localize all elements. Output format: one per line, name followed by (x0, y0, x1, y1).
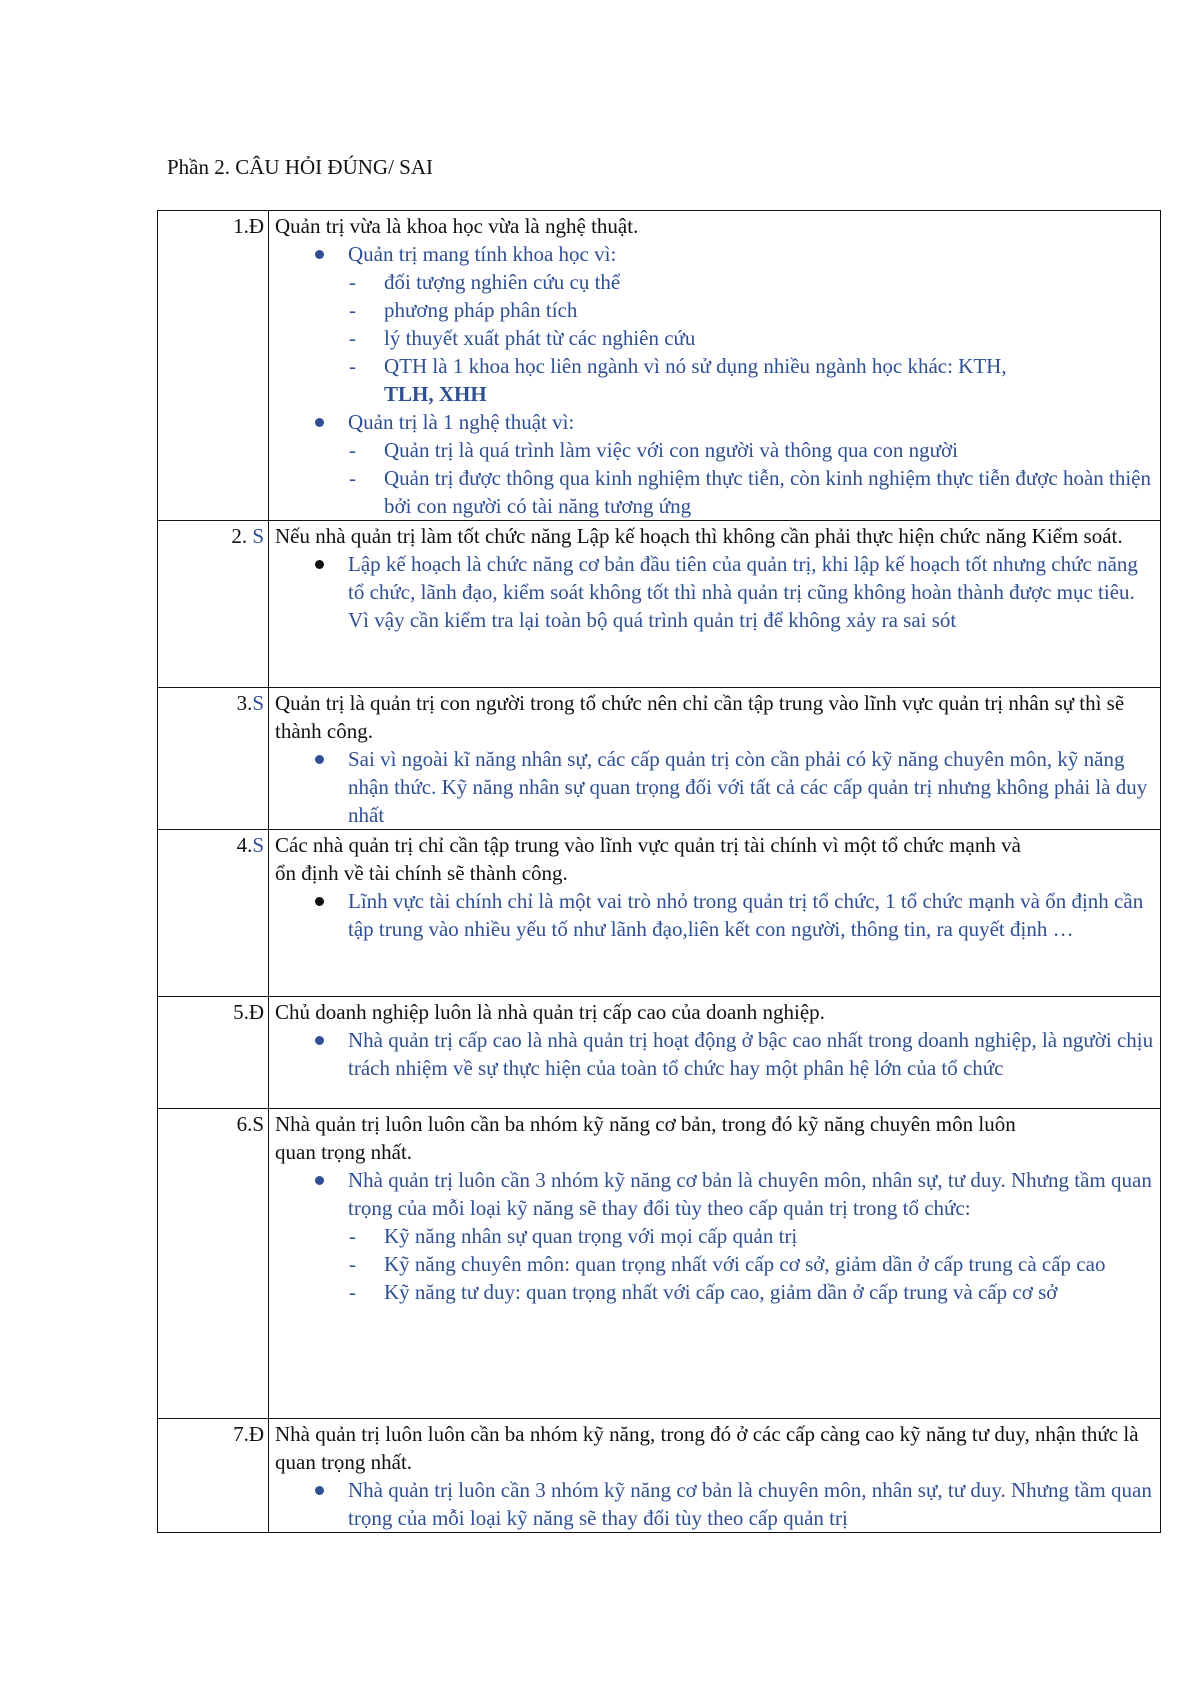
question-text: Chủ doanh nghiệp luôn là nhà quản trị cấp cao của doanh nghiệp. (275, 1000, 825, 1024)
dash-text: Quản trị được thông qua kinh nghiệm thực tiễn, còn kinh nghiệm thực tiễn được hoàn thiện bởi con người có tài năng tương ứng (384, 466, 1152, 518)
dash-text: QTH là 1 khoa học liên ngành vì nó sử dụng nhiều ngành học khác: KTH, (384, 354, 1007, 378)
bullet-icon (315, 897, 324, 906)
bullet-text: Nhà quản trị luôn cần 3 nhóm kỹ năng cơ bản là chuyên môn, nhân sự, tư duy. Nhưng tầm quan trọng của mỗi loại kỹ năng sẽ thay đổi tùy theo cấp quản trị trong tổ chức: (348, 1168, 1152, 1220)
list-item (275, 324, 1156, 352)
bullet-icon (315, 1486, 324, 1495)
list-item (275, 408, 1156, 436)
dash-text-bold: TLH, XHH (384, 382, 487, 406)
dash-icon: - (349, 466, 356, 490)
table-row (158, 211, 1161, 521)
question-cell (269, 521, 1161, 688)
bullet-text: Sai vì ngoài kĩ năng nhân sự, các cấp quản trị còn cần phải có kỹ năng chuyên môn, kỹ năng nhận thức. Kỹ năng nhân sự quan trọng đối với tất cả các cấp quản trị nhưng không phải là duy nhất (348, 747, 1148, 827)
table-row (158, 997, 1161, 1109)
table-row (158, 830, 1161, 997)
list-item (275, 1278, 1156, 1306)
answer-mark: S (252, 1112, 264, 1136)
answer-mark: Đ (248, 1422, 264, 1446)
answer-mark: S (252, 691, 264, 715)
dash-text: đối tượng nghiên cứu cụ thể (384, 270, 621, 294)
table-row (158, 1109, 1161, 1419)
question-number (158, 1109, 269, 1419)
number-prefix: 4. (236, 833, 253, 857)
dash-icon: - (349, 1280, 356, 1304)
bullet-icon (315, 1036, 324, 1045)
question-cell (269, 688, 1161, 830)
question-text: Các nhà quản trị chỉ cần tập trung vào lĩnh vực quản trị tài chính vì một tổ chức mạnh và (275, 833, 1021, 857)
bullet-icon (315, 250, 324, 259)
list-item (275, 352, 1156, 408)
question-cell (269, 830, 1161, 997)
list-item (275, 550, 1156, 634)
question-text: Nếu nhà quản trị làm tốt chức năng Lập kế hoạch thì không cần phải thực hiện chức năng Kiểm soát. (275, 524, 1123, 548)
list-item (275, 1026, 1156, 1082)
number-prefix: 5. (233, 1000, 249, 1024)
dash-text: lý thuyết xuất phát từ các nghiên cứu (384, 326, 696, 350)
bullet-text: Quản trị là 1 nghệ thuật vì: (348, 410, 575, 434)
question-number (158, 521, 269, 688)
list-item (275, 1250, 1156, 1278)
bullet-text: Nhà quản trị cấp cao là nhà quản trị hoạt động ở bậc cao nhất trong doanh nghiệp, là người chịu trách nhiệm về sự thực hiện của toàn tổ chức hay một phân hệ lớn của tổ chức (348, 1028, 1154, 1080)
number-prefix: 6. (236, 1112, 253, 1136)
list-item (275, 1222, 1156, 1250)
dash-icon: - (349, 438, 356, 462)
list-item (275, 887, 1156, 943)
table-row (158, 1419, 1161, 1533)
answer-mark: Đ (248, 214, 264, 238)
dash-icon: - (349, 326, 356, 350)
list-item (275, 745, 1156, 829)
number-prefix: 3. (236, 691, 253, 715)
table-row (158, 688, 1161, 830)
question-cell (269, 211, 1161, 521)
question-text: ổn định về tài chính sẽ thành công. (275, 861, 568, 885)
question-number (158, 830, 269, 997)
list-item (275, 1476, 1156, 1532)
bullet-text: Lập kế hoạch là chức năng cơ bản đầu tiên của quản trị, khi lập kế hoạch tốt nhưng chức năng tổ chức, lãnh đạo, kiểm soát không tốt thì nhà quản trị cũng không hoàn thành được mục tiêu. Vì vậy cần kiểm tra lại toàn bộ quá trình quản trị để không xảy ra sai sót (348, 552, 1138, 632)
dash-icon: - (349, 1224, 356, 1248)
question-text: Nhà quản trị luôn luôn cần ba nhóm kỹ năng cơ bản, trong đó kỹ năng chuyên môn luôn (275, 1112, 1016, 1136)
answer-mark: Đ (248, 1000, 264, 1024)
bullet-icon (315, 1176, 324, 1185)
question-cell (269, 1419, 1161, 1533)
number-prefix: 7. (233, 1422, 249, 1446)
bullet-icon (315, 418, 324, 427)
answer-mark: S (252, 524, 264, 548)
dash-text: Kỹ năng tư duy: quan trọng nhất với cấp cao, giảm dần ở cấp trung và cấp cơ sở (384, 1280, 1058, 1304)
list-item (275, 240, 1156, 268)
question-number (158, 211, 269, 521)
list-item (275, 464, 1156, 520)
question-text: Quản trị vừa là khoa học vừa là nghệ thuật. (275, 214, 639, 238)
number-prefix: 1. (233, 214, 249, 238)
list-item (275, 268, 1156, 296)
bullet-text: Quản trị mang tính khoa học vì: (348, 242, 617, 266)
question-text: Nhà quản trị luôn luôn cần ba nhóm kỹ năng, trong đó ở các cấp càng cao kỹ năng tư duy, nhận thức là quan trọng nhất. (275, 1422, 1139, 1474)
dash-icon: - (349, 1252, 356, 1276)
number-prefix: 2. (231, 524, 253, 548)
question-text: Quản trị là quản trị con người trong tổ chức nên chỉ cần tập trung vào lĩnh vực quản trị nhân sự thì sẽ thành công. (275, 691, 1125, 743)
list-item (275, 1166, 1156, 1222)
list-item (275, 436, 1156, 464)
dash-text: Quản trị là quá trình làm việc với con người và thông qua con người (384, 438, 958, 462)
dash-text: Kỹ năng chuyên môn: quan trọng nhất với cấp cơ sở, giảm dần ở cấp trung cà cấp cao (384, 1252, 1106, 1276)
bullet-text: Lĩnh vực tài chính chỉ là một vai trò nhỏ trong quản trị tổ chức, 1 tổ chức mạnh và ổn định cần tập trung vào nhiều yếu tố như lãnh đạo,liên kết con người, thông tin, ra quyết định … (348, 889, 1144, 941)
question-text: quan trọng nhất. (275, 1140, 413, 1164)
bullet-icon (315, 560, 324, 569)
question-number (158, 997, 269, 1109)
question-number (158, 688, 269, 830)
question-cell (269, 1109, 1161, 1419)
dash-text: phương pháp phân tích (384, 298, 578, 322)
answer-mark: S (252, 833, 264, 857)
bullet-icon (315, 755, 324, 764)
question-number (158, 1419, 269, 1533)
dash-icon: - (349, 354, 356, 378)
dash-icon: - (349, 298, 356, 322)
dash-text: Kỹ năng nhân sự quan trọng với mọi cấp quản trị (384, 1224, 798, 1248)
true-false-table (157, 210, 1161, 1533)
table-row (158, 521, 1161, 688)
bullet-text: Nhà quản trị luôn cần 3 nhóm kỹ năng cơ bản là chuyên môn, nhân sự, tư duy. Nhưng tầm quan trọng của mỗi loại kỹ năng sẽ thay đổi tùy theo cấp quản trị (348, 1478, 1152, 1530)
question-cell (269, 997, 1161, 1109)
list-item (275, 296, 1156, 324)
page-title: Phần 2. CÂU HỎI ĐÚNG/ SAI (167, 155, 433, 179)
dash-icon: - (349, 270, 356, 294)
